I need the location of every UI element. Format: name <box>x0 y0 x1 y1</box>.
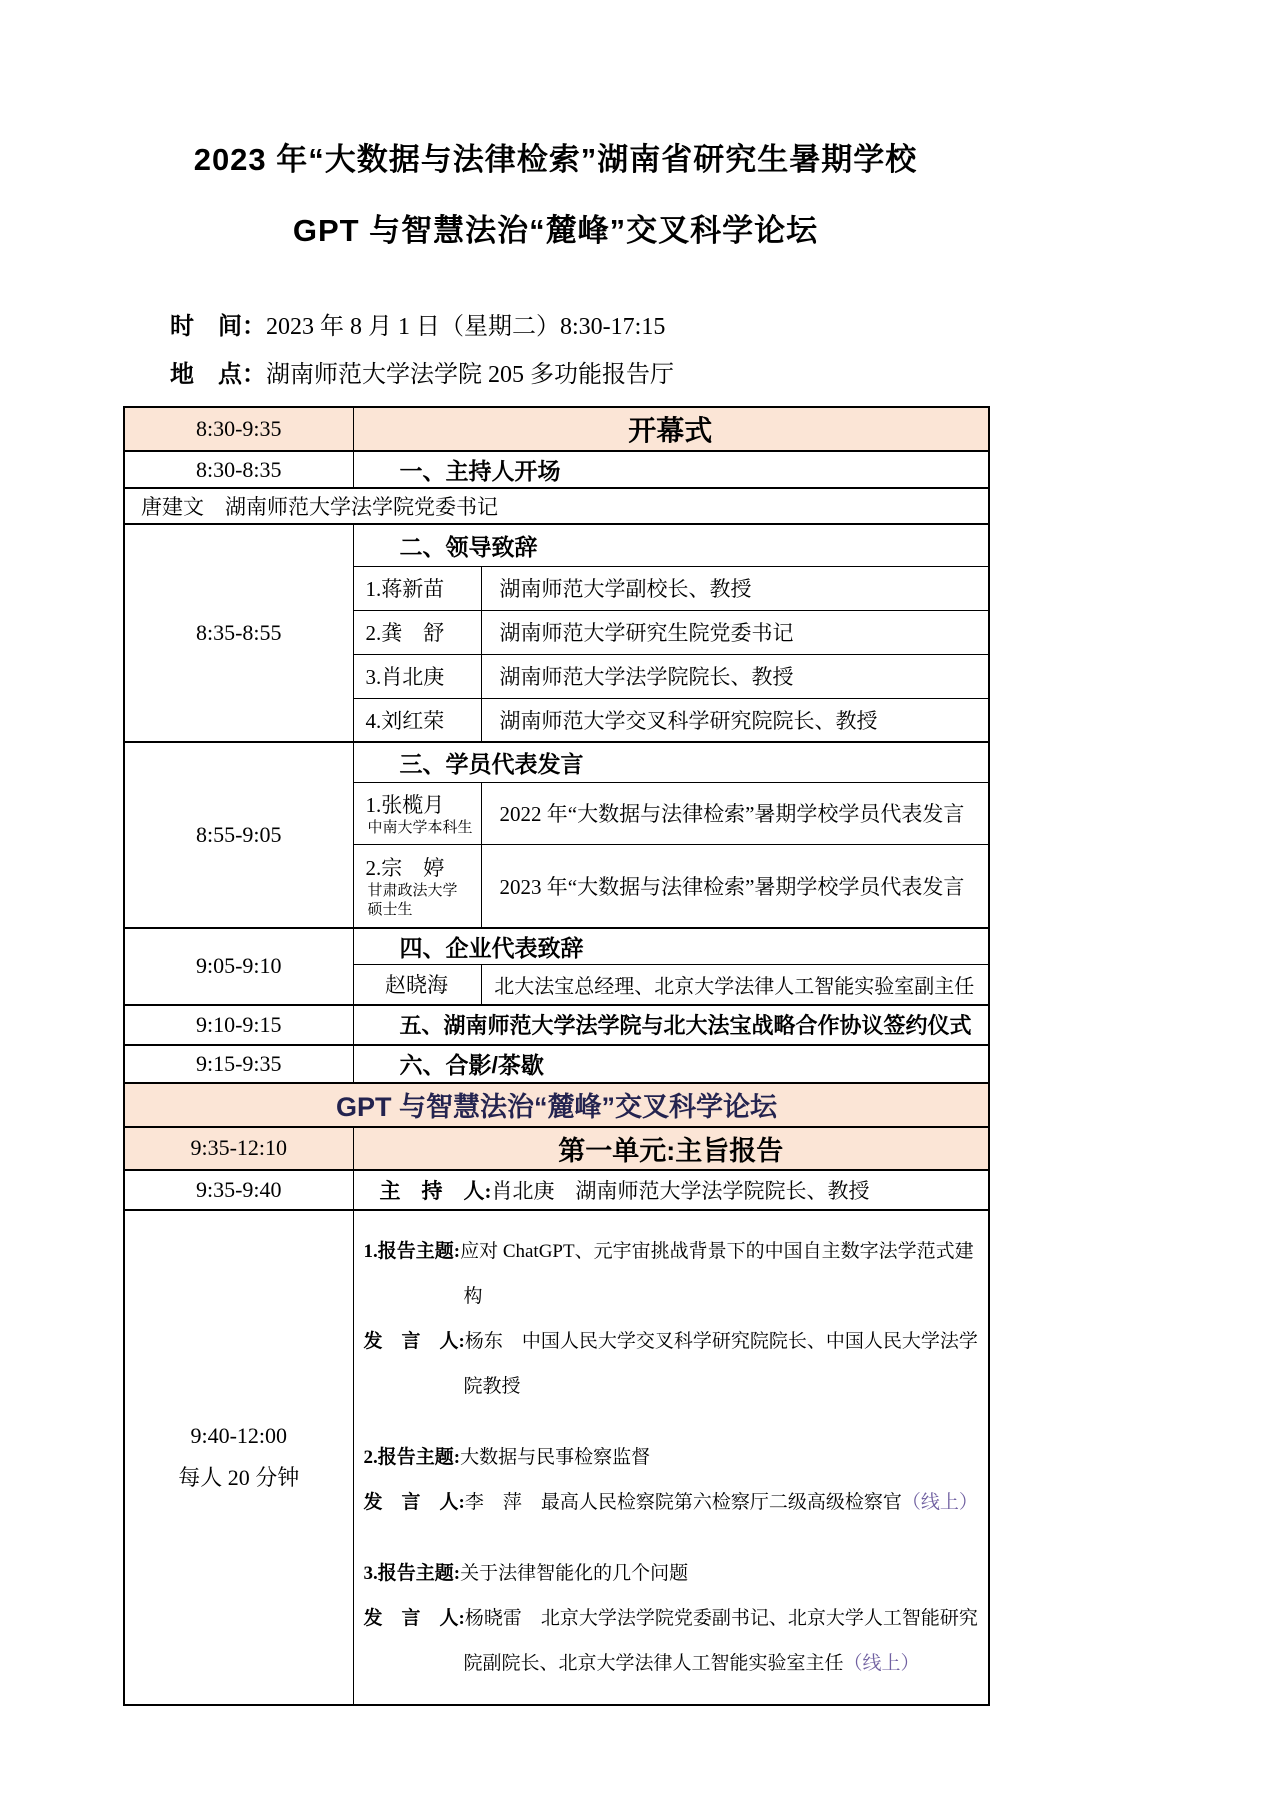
report-entry-1 <box>364 1229 981 1409</box>
table-row-unit1-host <box>124 1170 989 1210</box>
document-title-line1: 2023 年“大数据与法律检索”湖南省研究生暑期学校 <box>193 142 918 177</box>
event-place-row <box>170 358 988 392</box>
event-meta <box>170 310 988 392</box>
student-1-name-cell <box>353 782 481 844</box>
page-content <box>123 0 988 1706</box>
table-row-leaders-header <box>124 524 989 566</box>
report-1-speaker-line <box>364 1319 981 1409</box>
table-row-host-opening <box>124 451 989 488</box>
leader-3-name: 3.肖北庚 <box>353 654 481 698</box>
table-row-host-intro <box>124 488 989 524</box>
student-2-desc: 2023 年“大数据与法律检索”暑期学校学员代表发言 <box>481 844 989 928</box>
report-3-speaker-label: 发 言 人: <box>363 1607 465 1629</box>
report-3-speaker-line <box>364 1596 981 1686</box>
report-2-speaker: 李 萍 最高人民检察院第六检察厅二级高级检察官 <box>464 1491 902 1513</box>
student-2-affiliation-line1: 甘肃政法大学 <box>367 882 458 899</box>
reports-time-cell <box>124 1210 353 1705</box>
student-2-name-cell <box>353 844 481 928</box>
event-time-row <box>170 310 988 344</box>
report-entry-3 <box>364 1551 981 1686</box>
report-2-topic: 大数据与民事检察监督 <box>460 1446 651 1468</box>
leader-2-desc: 湖南师范大学研究生院党委书记 <box>481 610 989 654</box>
host-opening-time: 8:30-8:35 <box>124 451 353 488</box>
report-1-topic-label: 1.报告主题: <box>363 1240 461 1262</box>
company-time: 9:05-9:10 <box>124 928 353 1005</box>
student-1-affiliation: 中南大学本科生 <box>367 819 473 836</box>
report-2-speaker-line <box>364 1480 981 1525</box>
leaders-title: 二、领导致辞 <box>353 524 989 566</box>
company-speaker-name: 赵晓海 <box>353 965 481 1005</box>
report-2-topic-label: 2.报告主题: <box>363 1446 461 1468</box>
opening-title: 开幕式 <box>353 407 989 451</box>
report-2-speaker-label: 发 言 人: <box>363 1491 465 1513</box>
signing-time: 9:10-9:15 <box>124 1005 353 1045</box>
report-entry-2 <box>364 1435 981 1525</box>
report-1-speaker: 杨东 中国人民大学交叉科学研究院院长、中国人民大学法学院教授 <box>463 1330 978 1397</box>
reports-time-note: 每人 20 分钟 <box>178 1465 300 1490</box>
table-row-students-header <box>124 742 989 782</box>
host-opening-title: 一、主持人开场 <box>353 451 989 488</box>
report-3-speaker: 杨晓雷 北京大学法学院党委副书记、北京大学人工智能研究院副院长、北京大学法律人工智能实验室主任 <box>463 1607 978 1674</box>
host-intro: 唐建文 湖南师范大学法学院党委书记 <box>124 488 989 524</box>
forum-banner-title: GPT 与智慧法治“麓峰”交叉科学论坛 <box>124 1083 989 1127</box>
time-value: 2023 年 8 月 1 日（星期二）8:30-17:15 <box>266 314 666 340</box>
document-title-line2: GPT 与智慧法治“麓峰”交叉科学论坛 <box>292 213 819 248</box>
leader-1-desc: 湖南师范大学副校长、教授 <box>481 566 989 610</box>
students-title: 三、学员代表发言 <box>353 742 989 782</box>
leader-1-name: 1.蒋新苗 <box>353 566 481 610</box>
report-1-topic-line <box>364 1229 981 1319</box>
leader-3-desc: 湖南师范大学法学院院长、教授 <box>481 654 989 698</box>
company-title: 四、企业代表致辞 <box>353 928 989 965</box>
leaders-time: 8:35-8:55 <box>124 524 353 742</box>
unit1-host-cell <box>353 1170 989 1210</box>
report-3-topic: 关于法律智能化的几个问题 <box>460 1562 689 1584</box>
group-photo-time: 9:15-9:35 <box>124 1045 353 1083</box>
reports-time-range: 9:40-12:00 <box>190 1423 288 1448</box>
unit1-host-label: 主 持 人: <box>379 1178 492 1203</box>
report-2-online-note: （线上） <box>901 1491 978 1513</box>
place-label: 地 点： <box>170 361 266 388</box>
table-row-reports <box>124 1210 989 1705</box>
leader-4-desc: 湖南师范大学交叉科学研究院院长、教授 <box>481 698 989 742</box>
time-label: 时 间： <box>170 313 266 340</box>
company-speaker-desc: 北大法宝总经理、北京大学法律人工智能实验室副主任 <box>481 965 989 1005</box>
student-2-name: 2.宗 婷 <box>365 855 445 880</box>
group-photo-title: 六、合影/茶歇 <box>353 1045 989 1083</box>
place-value: 湖南师范大学法学院 205 多功能报告厅 <box>266 362 674 388</box>
signing-title: 五、湖南师范大学法学院与北大法宝战略合作协议签约仪式 <box>353 1005 989 1045</box>
unit1-host-value: 肖北庚 湖南师范大学法学院院长、教授 <box>491 1178 870 1203</box>
schedule-table <box>123 406 990 1706</box>
unit1-host-time: 9:35-9:40 <box>124 1170 353 1210</box>
report-1-speaker-label: 发 言 人: <box>363 1330 465 1352</box>
report-2-topic-line <box>364 1435 981 1480</box>
unit1-time: 9:35-12:10 <box>124 1127 353 1170</box>
report-3-topic-label: 3.报告主题: <box>363 1562 461 1584</box>
table-row-opening <box>124 407 989 451</box>
report-3-online-note: （线上） <box>843 1652 920 1674</box>
leader-2-name: 2.龚 舒 <box>353 610 481 654</box>
report-1-topic: 应对 ChatGPT、元宇宙挑战背景下的中国自主数字法学范式建构 <box>460 1240 974 1307</box>
table-row-company-header <box>124 928 989 965</box>
student-2-affiliation-line2: 硕士生 <box>367 901 413 918</box>
table-row-signing <box>124 1005 989 1045</box>
table-row-group-photo <box>124 1045 989 1083</box>
opening-time: 8:30-9:35 <box>124 407 353 451</box>
reports-content-cell <box>353 1210 989 1705</box>
unit1-title: 第一单元:主旨报告 <box>353 1127 989 1170</box>
table-row-unit1-header <box>124 1127 989 1170</box>
table-row-forum-banner <box>124 1083 989 1127</box>
students-time: 8:55-9:05 <box>124 742 353 928</box>
student-1-desc: 2022 年“大数据与法律检索”暑期学校学员代表发言 <box>481 782 989 844</box>
student-1-name: 1.张榄月 <box>365 792 445 817</box>
report-3-topic-line <box>364 1551 981 1596</box>
leader-4-name: 4.刘红荣 <box>353 698 481 742</box>
